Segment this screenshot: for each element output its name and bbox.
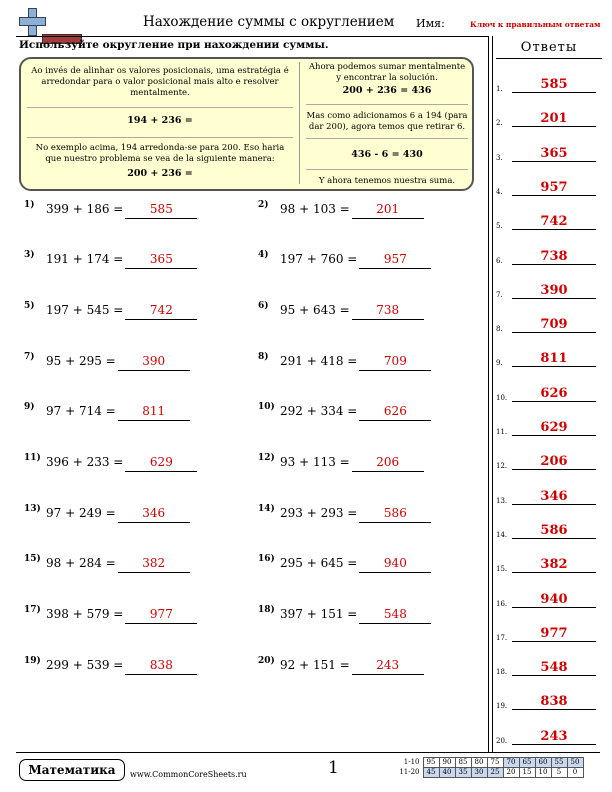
- answer-key-row: [496, 248, 596, 266]
- problem-expression: 399 + 186 =: [46, 202, 124, 216]
- answer-key-value: 206: [540, 454, 568, 470]
- answer-line[interactable]: [359, 522, 431, 523]
- answer-line[interactable]: [118, 572, 190, 573]
- problem-number: 14): [258, 504, 275, 514]
- answer-key-row: [496, 179, 596, 197]
- problem-number: 10): [258, 402, 275, 412]
- score-cell: 95: [423, 758, 439, 768]
- answer-key-row: [496, 556, 596, 574]
- example-right-sum: 200 + 236 = 436: [342, 85, 432, 96]
- answer-line[interactable]: [125, 471, 197, 472]
- subject-badge: Математика: [19, 759, 125, 781]
- answer-key-row: [496, 385, 596, 403]
- problem-item: [24, 453, 229, 473]
- score-cell: 15: [519, 768, 535, 778]
- score-cell: 30: [471, 768, 487, 778]
- problem-answer: 585: [149, 202, 173, 216]
- problem-answer: 811: [142, 404, 166, 418]
- answer-line[interactable]: [118, 420, 190, 421]
- answer-line[interactable]: [359, 420, 431, 421]
- score-row-label: 11-20: [399, 768, 420, 776]
- example-right-subtract: 436 - 6 = 430: [351, 149, 423, 160]
- problem-answer: 940: [383, 556, 407, 570]
- score-cell: 50: [567, 758, 583, 768]
- answer-key-row: [496, 728, 596, 746]
- answer-key-value: 742: [540, 214, 568, 230]
- answer-key-line: [512, 675, 596, 676]
- problem-number: 8): [258, 352, 269, 362]
- problem-expression: 396 + 233 =: [46, 455, 124, 469]
- answer-key-number: 7.: [496, 290, 503, 299]
- score-cell: 65: [519, 758, 535, 768]
- answer-line[interactable]: [125, 674, 197, 675]
- problem-number: 13): [24, 504, 41, 514]
- answer-line[interactable]: [125, 623, 197, 624]
- score-cell: 45: [423, 768, 439, 778]
- score-cell: 25: [487, 768, 503, 778]
- answer-key-value: 738: [540, 248, 568, 264]
- problem-expression: 197 + 760 =: [280, 252, 358, 266]
- problem-item: [24, 402, 229, 422]
- answer-key-number: 20.: [496, 736, 508, 745]
- problem-number: 5): [24, 301, 35, 311]
- example-right-intro: Ahora podemos sumar mentalmente y encontrar la solución.: [308, 62, 466, 83]
- problem-expression: 95 + 295 =: [46, 354, 116, 368]
- problem-number: 9): [24, 402, 35, 412]
- answer-key-row: [496, 145, 596, 163]
- score-row: [396, 768, 583, 778]
- problem-number: 15): [24, 554, 41, 564]
- answer-key-value: 940: [540, 591, 568, 607]
- example-divider: [299, 62, 300, 184]
- problem-item: [24, 200, 229, 220]
- score-cell: 90: [439, 758, 455, 768]
- problem-item: [24, 605, 229, 625]
- score-table: [396, 757, 584, 778]
- answer-line[interactable]: [359, 268, 431, 269]
- answer-key-row: [496, 419, 596, 437]
- answer-key-line: [512, 366, 596, 367]
- problem-number: 7): [24, 352, 35, 362]
- answer-key-value: 365: [540, 145, 568, 161]
- example-left-explain: No exemplo acima, 194 arredonda-se para 200. Eso haria que nuestro problema se vea de la siguiente manera:: [35, 143, 285, 164]
- problem-expression: 398 + 579 =: [46, 607, 124, 621]
- answer-key-row: [496, 282, 596, 300]
- problem-number: 6): [258, 301, 269, 311]
- problem-item: [258, 301, 463, 321]
- answer-key-number: 2.: [496, 119, 503, 128]
- problem-expression: 191 + 174 =: [46, 252, 124, 266]
- problem-number: 18): [258, 605, 275, 615]
- answer-key-number: 3.: [496, 153, 503, 162]
- footer-divider: [16, 752, 600, 753]
- answer-key-row: [496, 659, 596, 677]
- score-cell: 55: [551, 758, 567, 768]
- answer-key-value: 838: [540, 694, 568, 710]
- answer-key-row: [496, 693, 596, 711]
- problem-answer: 390: [142, 354, 166, 368]
- answer-key-value: 629: [540, 420, 568, 435]
- problem-expression: 397 + 151 =: [280, 607, 358, 621]
- answer-line[interactable]: [352, 471, 424, 472]
- problem-item: [258, 402, 463, 422]
- answer-key-value: 390: [540, 282, 568, 298]
- answer-key-line: [512, 641, 596, 642]
- problem-answer: 838: [149, 658, 173, 672]
- score-cell: 40: [439, 768, 455, 778]
- answer-key-value: 548: [540, 660, 568, 676]
- example-left-problem: 194 + 236 =: [127, 115, 193, 126]
- answer-line[interactable]: [352, 319, 424, 320]
- answer-key-line: [512, 195, 596, 196]
- problem-expression: 98 + 284 =: [46, 556, 116, 570]
- problem-item: [24, 504, 229, 524]
- problem-answer: 629: [149, 455, 173, 469]
- problem-item: [24, 352, 229, 372]
- answer-key-value: 709: [540, 317, 568, 333]
- problem-number: 19): [24, 656, 41, 666]
- answer-line[interactable]: [359, 370, 431, 371]
- score-cell: 60: [535, 758, 551, 768]
- answer-key-line: [512, 709, 596, 710]
- problem-expression: 197 + 545 =: [46, 303, 124, 317]
- answer-line[interactable]: [352, 218, 424, 219]
- answer-key-number: 14.: [496, 530, 508, 539]
- problem-answer: 548: [383, 607, 407, 621]
- problem-answer: 382: [142, 556, 166, 570]
- problem-answer: 626: [383, 404, 407, 418]
- problem-number: 2): [258, 200, 269, 210]
- answer-key-number: 4.: [496, 187, 503, 196]
- answer-key-line: [512, 538, 596, 539]
- score-cell: 5: [551, 768, 567, 778]
- example-right-explain: Mas como adicionamos 6 a 194 (para dar 200), agora temos que retirar 6.: [306, 111, 468, 132]
- answer-key-number: 10.: [496, 393, 508, 402]
- problem-expression: 299 + 539 =: [46, 658, 124, 672]
- answer-key-number: 15.: [496, 565, 508, 574]
- problem-item: [258, 352, 463, 372]
- site-url: www.CommonCoreSheets.ru: [130, 770, 247, 779]
- problem-answer: 346: [142, 506, 166, 520]
- answer-key-line: [512, 572, 596, 573]
- problem-number: 11): [24, 453, 41, 463]
- problem-expression: 98 + 103 =: [280, 202, 350, 216]
- problem-expression: 95 + 643 =: [280, 303, 350, 317]
- answer-key-number: 16.: [496, 599, 508, 608]
- answer-key-value: 586: [540, 522, 568, 538]
- answer-line[interactable]: [118, 522, 190, 523]
- score-cell: 20: [503, 768, 519, 778]
- page-number: 1: [328, 758, 339, 778]
- answer-key-line: [512, 92, 596, 93]
- problem-answer: 586: [383, 506, 407, 520]
- problem-number: 1): [24, 200, 35, 210]
- problem-answer: 742: [149, 303, 173, 317]
- answer-key-line: [512, 504, 596, 505]
- answers-heading: Ответы: [520, 40, 578, 55]
- answer-key-line: [512, 298, 596, 299]
- problem-expression: 292 + 334 =: [280, 404, 358, 418]
- answer-key-number: 5.: [496, 222, 503, 231]
- score-cell: 10: [535, 768, 551, 778]
- score-cell: 70: [503, 758, 519, 768]
- answer-key-row: [496, 316, 596, 334]
- title-divider: [16, 36, 488, 37]
- answer-line[interactable]: [118, 370, 190, 371]
- answer-key-value: 346: [540, 488, 568, 504]
- score-cell: 35: [455, 768, 471, 778]
- answer-line[interactable]: [359, 572, 431, 573]
- answer-key-value: 382: [540, 557, 568, 573]
- answer-line[interactable]: [125, 218, 197, 219]
- answer-key-row: [496, 488, 596, 506]
- answer-key-value: 243: [540, 728, 568, 744]
- instruction-text: Используйте округление при нахождении суммы.: [19, 39, 329, 51]
- problem-number: 16): [258, 554, 275, 564]
- answer-key-number: 18.: [496, 668, 508, 677]
- answer-key-number: 6.: [496, 256, 503, 265]
- problem-number: 4): [258, 250, 269, 260]
- problem-expression: 92 + 151 =: [280, 658, 350, 672]
- answer-key-line: [512, 607, 596, 608]
- problem-expression: 93 + 113 =: [280, 455, 350, 469]
- problem-answer: 365: [149, 252, 173, 266]
- answer-key-number: 19.: [496, 702, 508, 711]
- answer-key-number: 12.: [496, 462, 508, 471]
- answer-key-line: [512, 126, 596, 127]
- answer-key-row: [496, 522, 596, 540]
- problem-expression: 295 + 645 =: [280, 556, 358, 570]
- problem-item: [258, 554, 463, 574]
- answer-key-line: [512, 332, 596, 333]
- answer-key-number: 9.: [496, 359, 503, 368]
- problem-answer: 977: [149, 607, 173, 621]
- answer-key-row: [496, 350, 596, 368]
- column-divider: [488, 36, 493, 752]
- score-cell: 80: [471, 758, 487, 768]
- answer-key-line: [512, 744, 596, 745]
- example-right-final: Y ahora tenemos nuestra suma.: [318, 176, 456, 186]
- answer-key-number: 13.: [496, 496, 508, 505]
- example-box: [19, 57, 474, 191]
- problem-expression: 291 + 418 =: [280, 354, 358, 368]
- problem-number: 17): [24, 605, 41, 615]
- answers-heading-rule: [496, 58, 602, 59]
- answer-key-row: [496, 76, 596, 94]
- answer-key-number: 17.: [496, 633, 508, 642]
- problem-item: [24, 301, 229, 321]
- problem-number: 12): [258, 453, 275, 463]
- answer-key-row: [496, 453, 596, 471]
- page-title: Нахождение суммы с округлением: [143, 14, 395, 30]
- problem-item: [24, 554, 229, 574]
- answer-line[interactable]: [125, 319, 197, 320]
- score-row: [396, 758, 583, 768]
- answer-key-line: [512, 229, 596, 230]
- answer-line[interactable]: [125, 268, 197, 269]
- problem-item: [258, 504, 463, 524]
- problem-item: [24, 250, 229, 270]
- answer-key-number: 11.: [496, 428, 508, 436]
- answer-key-line: [512, 435, 596, 436]
- problem-number: 20): [258, 656, 275, 666]
- problem-item: [24, 656, 229, 676]
- problem-answer: 206: [376, 455, 400, 469]
- answer-key-value: 957: [540, 179, 568, 195]
- score-cell: 75: [487, 758, 503, 768]
- score-cell: 85: [455, 758, 471, 768]
- problem-number: 3): [24, 250, 35, 260]
- problem-answer: 957: [383, 252, 407, 266]
- problem-item: [258, 250, 463, 270]
- answer-key-value: 811: [540, 351, 568, 367]
- answer-key-value: 201: [540, 111, 568, 127]
- problem-answer: 709: [383, 354, 407, 368]
- problem-answer: 243: [376, 658, 400, 672]
- score-cell: 0: [567, 768, 583, 778]
- problem-item: [258, 453, 463, 473]
- answer-key-line: [512, 161, 596, 162]
- answer-key-row: [496, 625, 596, 643]
- answer-key-number: 8.: [496, 325, 503, 334]
- answer-key-row: [496, 110, 596, 128]
- problem-item: [258, 656, 463, 676]
- answer-key-number: 1.: [496, 85, 503, 93]
- problem-answer: 738: [376, 303, 400, 317]
- answer-key-row: [496, 213, 596, 231]
- example-left-intro: Ao invés de alinhar os valores posicionais, uma estratégia é arredondar para o valor posicional mais alto e resolver mentalmente.: [31, 66, 289, 98]
- answer-key-row: [496, 591, 596, 609]
- name-label: Имя:: [416, 17, 445, 30]
- answer-key-line: [512, 264, 596, 265]
- problem-answer: 201: [376, 202, 400, 216]
- answer-key-label: Ключ к правильным ответам: [470, 20, 601, 29]
- problem-item: [258, 200, 463, 220]
- problem-expression: 97 + 714 =: [46, 404, 116, 418]
- answer-key-line: [512, 401, 596, 402]
- problem-expression: 97 + 249 =: [46, 506, 116, 520]
- answer-key-line: [512, 469, 596, 470]
- answer-key-value: 626: [540, 385, 568, 401]
- answer-key-value: 977: [540, 625, 568, 641]
- answer-line[interactable]: [352, 674, 424, 675]
- answer-key-value: 585: [540, 77, 568, 92]
- example-left-rounded: 200 + 236 =: [127, 168, 193, 179]
- answer-line[interactable]: [359, 623, 431, 624]
- problem-item: [258, 605, 463, 625]
- problem-expression: 293 + 293 =: [280, 506, 358, 520]
- score-row-label: 1-10: [403, 758, 420, 766]
